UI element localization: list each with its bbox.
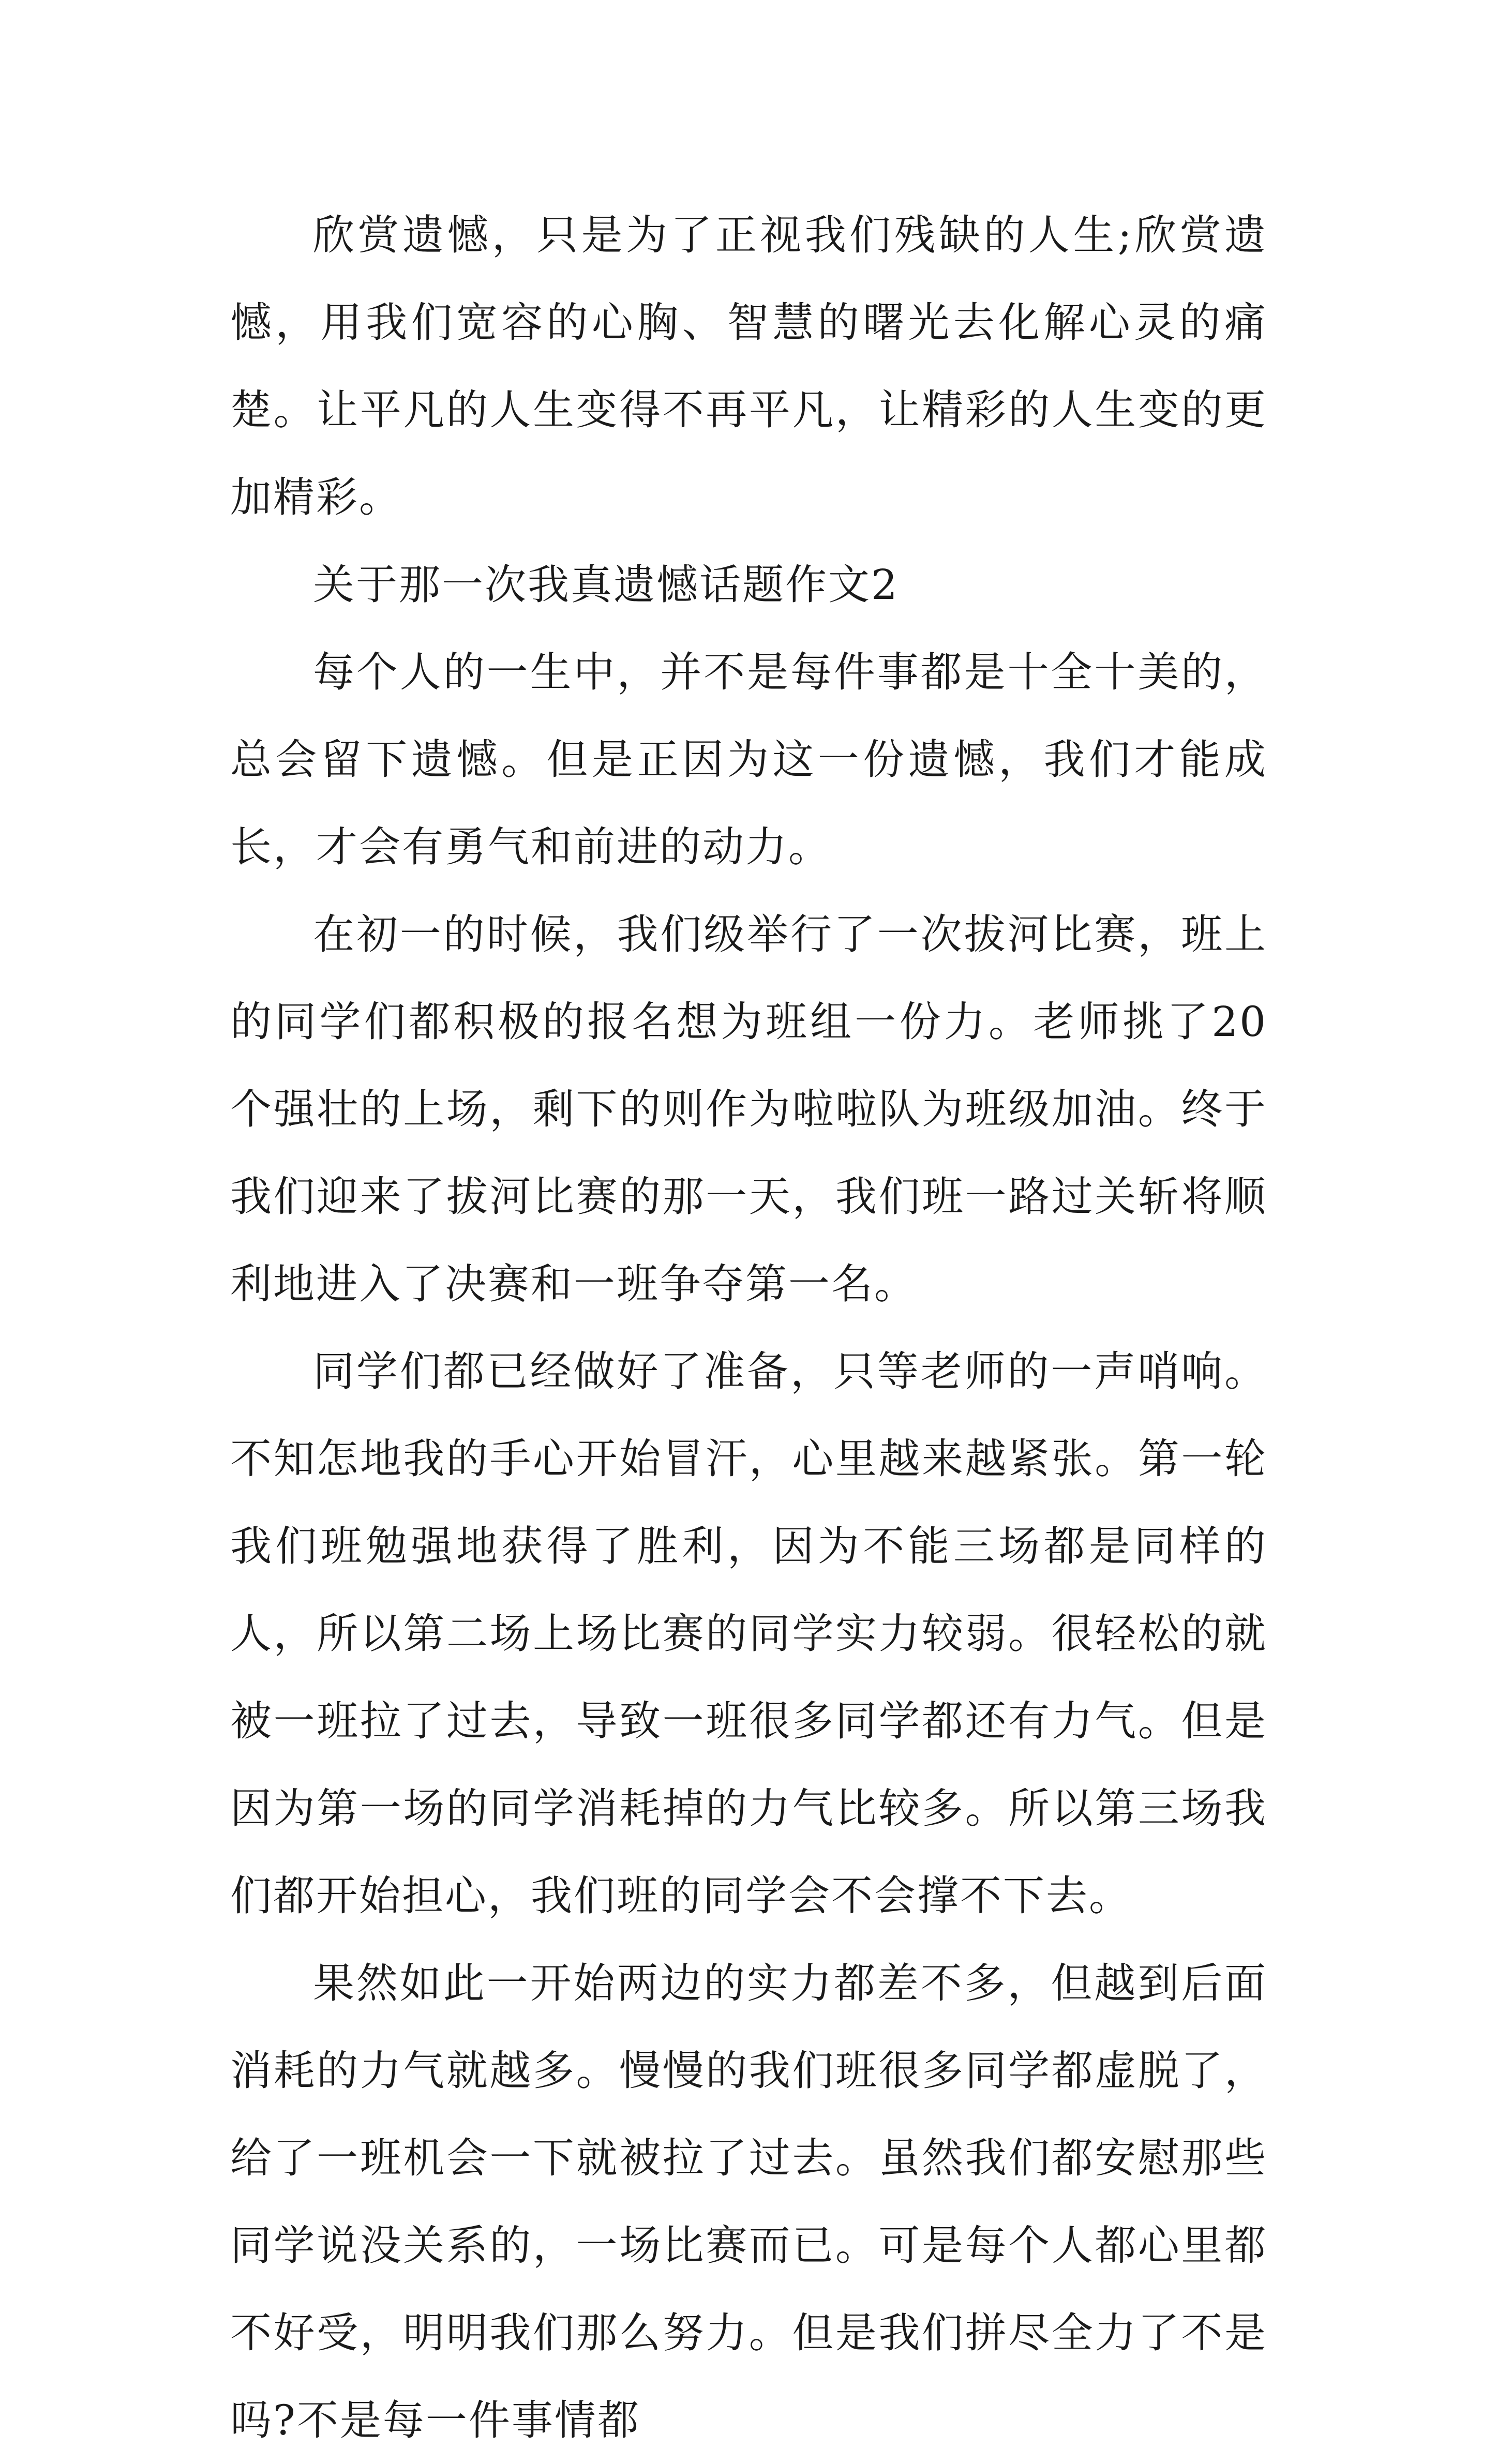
paragraph-5: 果然如此一开始两边的实力都差不多，但越到后面消耗的力气就越多。慢慢的我们班很多同学都虚脱了，给了一班机会一下就被拉了过去。虽然我们都安慰那些同学说没关系的，一场比赛而已。可是每个人都心里都不好受，明明我们那么努力。但是我们拼尽全力了不是吗?不是每一件事情都 <box>230 1959 1267 2444</box>
paragraph-2: 每个人的一生中，并不是每件事都是十全十美的，总会留下遗憾。但是正因为这一份遗憾，我们才能成长，才会有勇气和前进的动力。 <box>230 648 1267 871</box>
paragraph-1: 欣赏遗憾，只是为了正视我们残缺的人生;欣赏遗憾，用我们宽容的心胸、智慧的曙光去化解心灵的痛楚。让平凡的人生变得不再平凡，让精彩的人生变的更加精彩。 <box>230 211 1267 521</box>
paragraph-3: 在初一的时候，我们级举行了一次拔河比赛，班上的同学们都积极的报名想为班组一份力。老师挑了20个强壮的上场，剩下的则作为啦啦队为班级加油。终于我们迎来了拔河比赛的那一天，我们班一路过关斩将顺利地进入了决赛和一班争夺第一名。 <box>230 910 1267 1308</box>
essay-title: 关于那一次我真遗憾话题作文2 <box>313 561 899 609</box>
document-body <box>230 191 1267 2464</box>
paragraph-4: 同学们都已经做好了准备，只等老师的一声哨响。不知怎地我的手心开始冒汗，心里越来越紧张。第一轮我们班勉强地获得了胜利，因为不能三场都是同样的人，所以第二场上场比赛的同学实力较弱。很轻松的就被一班拉了过去，导致一班很多同学都还有力气。但是因为第一场的同学消耗掉的力气比较多。所以第三场我们都开始担心，我们班的同学会不会撑不下去。 <box>230 1347 1267 1920</box>
